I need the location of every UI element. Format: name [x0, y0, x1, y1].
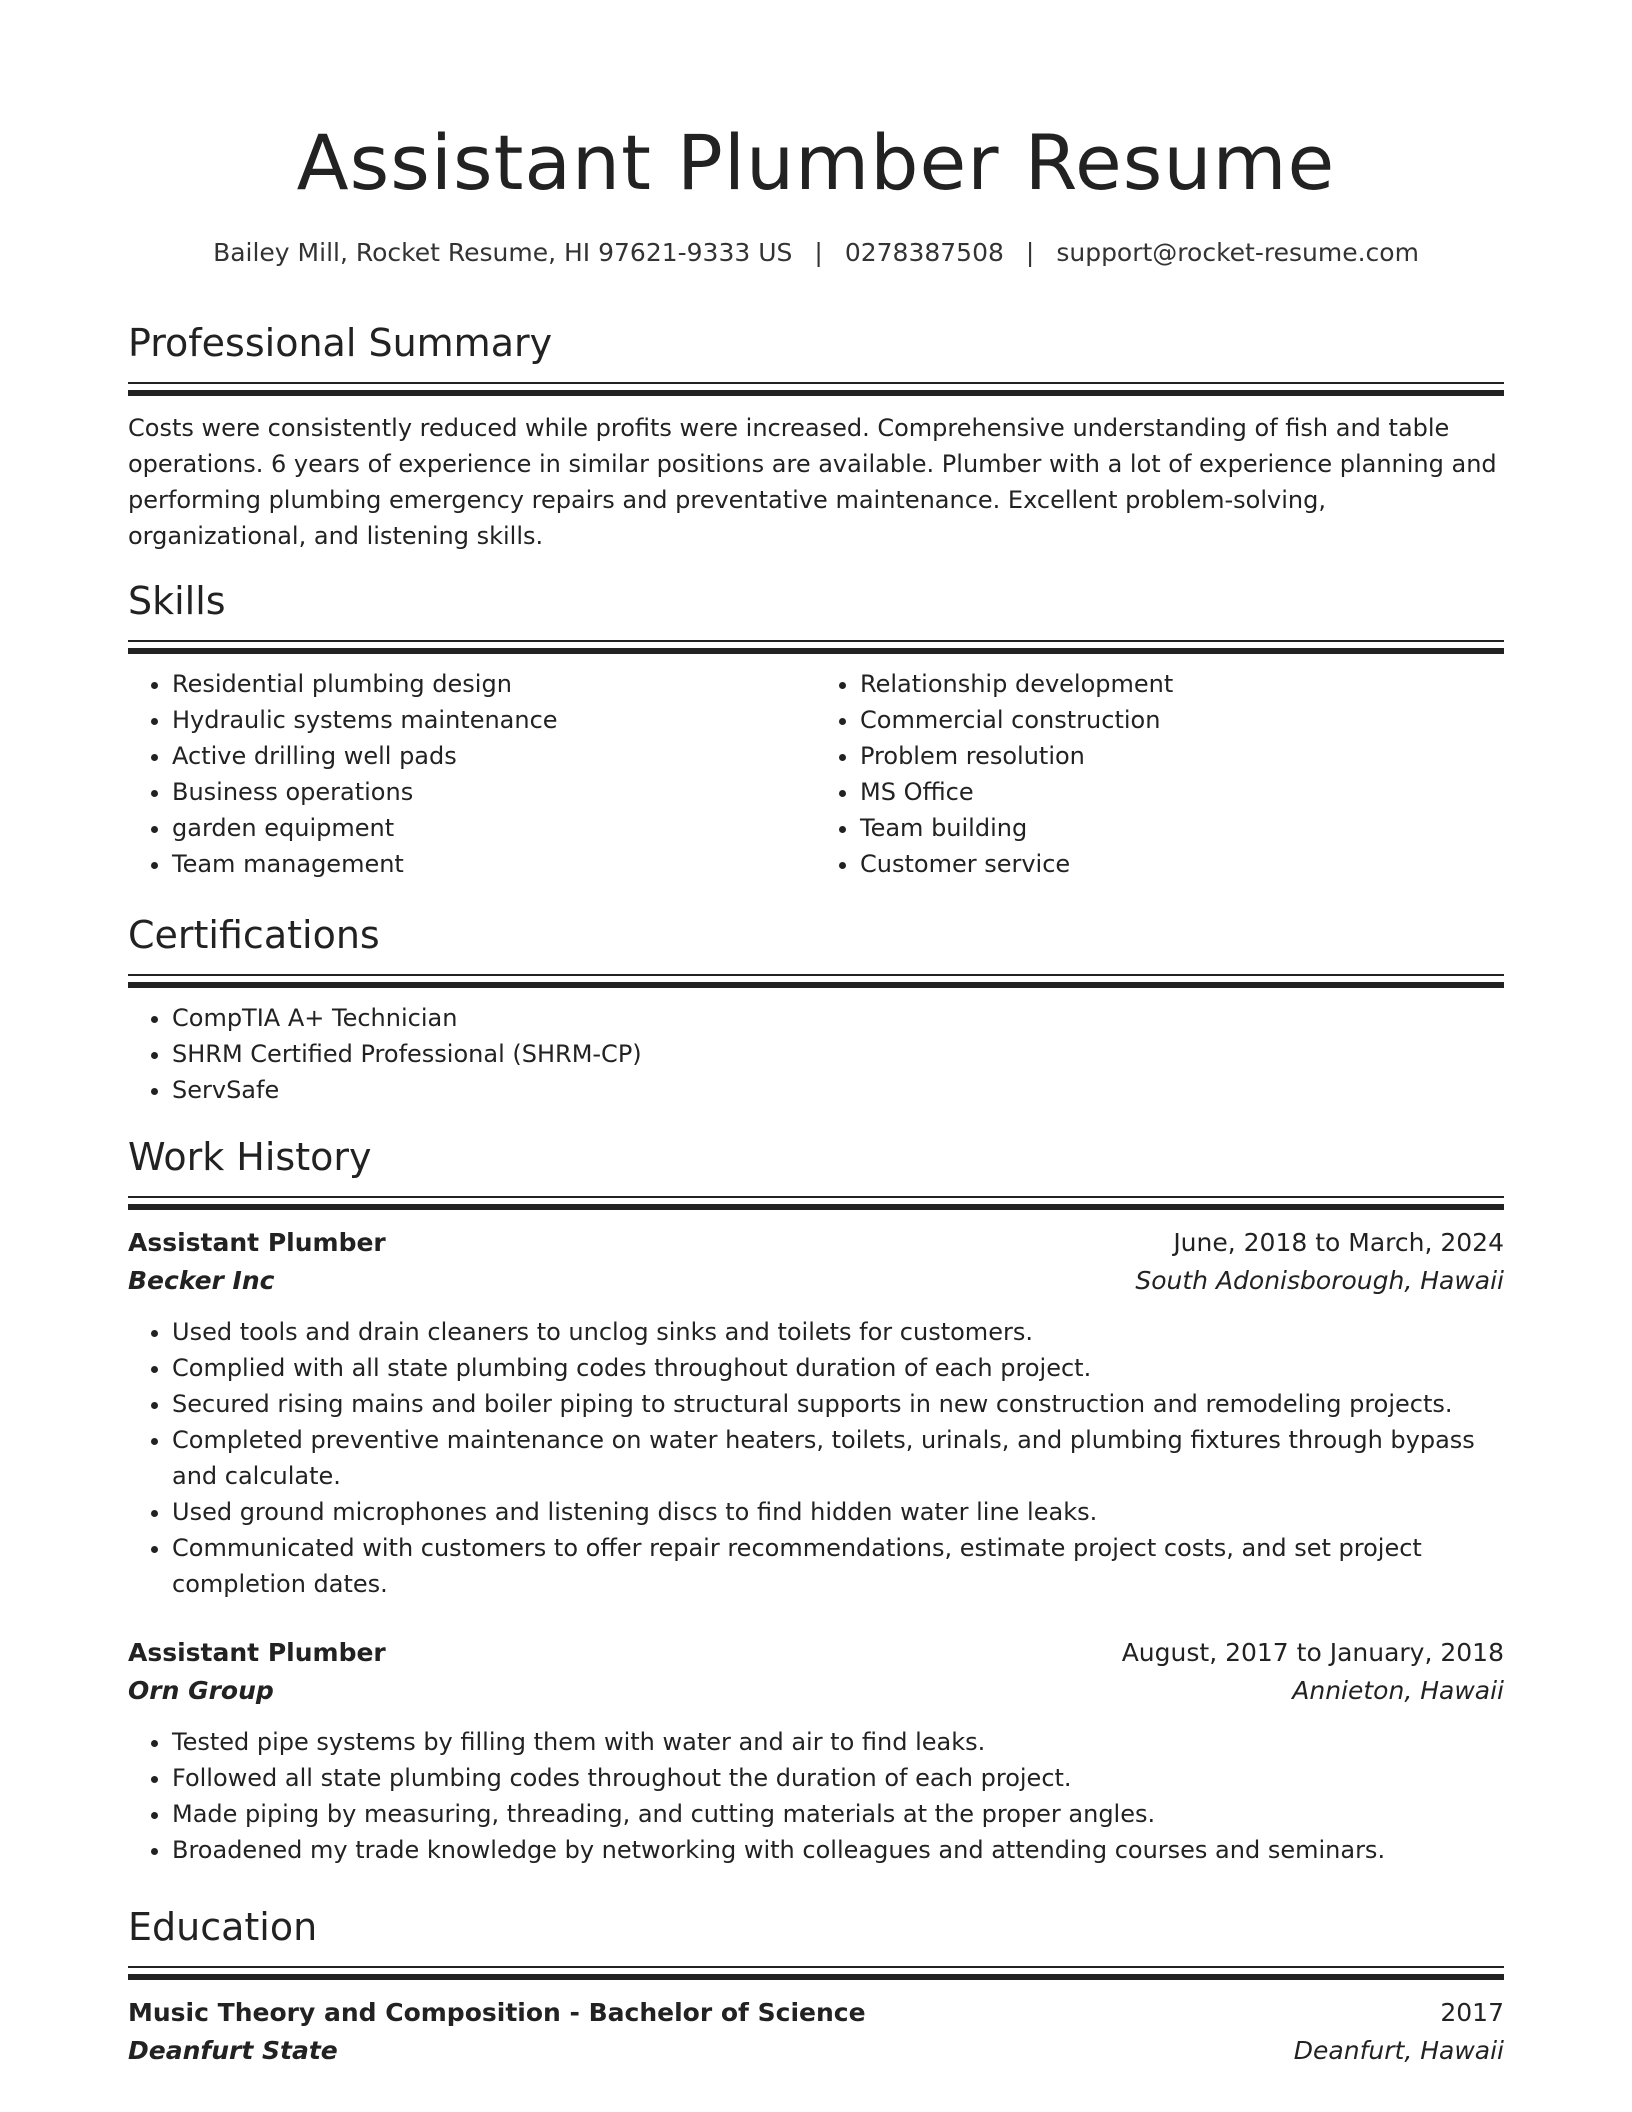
- skill-item: • Commercial construction: [860, 702, 1504, 738]
- skills-columns: [128, 654, 1504, 882]
- job-bullet: • Communicated with customers to offer repair recommendations, estimate project costs, and set project completion dates.: [172, 1530, 1504, 1602]
- section-divider: [128, 640, 1504, 654]
- job-header: [128, 1224, 1504, 1262]
- skills-heading: Skills: [128, 579, 226, 623]
- job-bullet: • Followed all state plumbing codes throughout the duration of each project.: [172, 1760, 1504, 1796]
- skill-item: • Team management: [172, 846, 816, 882]
- resume-title: Assistant Plumber Resume: [296, 118, 1336, 207]
- job-entry: [128, 1634, 1504, 1868]
- skills-list-right: [816, 666, 1504, 882]
- skills-list-left: [128, 666, 816, 882]
- job-subheader: [128, 1672, 1504, 1710]
- skill-item: • Residential plumbing design: [172, 666, 816, 702]
- job-dates: August, 2017 to January, 2018: [1121, 1638, 1504, 1667]
- job-dates: June, 2018 to March, 2024: [1173, 1228, 1504, 1257]
- job-bullet: • Made piping by measuring, threading, and cutting materials at the proper angles.: [172, 1796, 1504, 1832]
- job-bullet: • Completed preventive maintenance on water heaters, toilets, urinals, and plumbing fixtures through bypass and calculate.: [172, 1422, 1504, 1494]
- skills-section: [128, 576, 1504, 882]
- certification-item: • SHRM Certified Professional (SHRM-CP): [172, 1036, 1504, 1072]
- job-bullet: • Used ground microphones and listening discs to find hidden water line leaks.: [172, 1494, 1504, 1530]
- job-company: Orn Group: [128, 1676, 274, 1705]
- job-location: Annieton, Hawaii: [1292, 1676, 1504, 1705]
- job-entry: [128, 1224, 1504, 1602]
- job-title: Assistant Plumber: [128, 1638, 386, 1667]
- job-bullets: [128, 1724, 1504, 1868]
- education-degree: Music Theory and Composition - Bachelor of Science: [128, 1998, 866, 2027]
- work-heading: Work History: [128, 1135, 372, 1179]
- summary-section: [128, 318, 1504, 554]
- contact-line: [128, 238, 1504, 267]
- job-bullets: [128, 1314, 1504, 1602]
- certifications-list: [128, 1000, 1504, 1108]
- education-section: [128, 1902, 1504, 2070]
- summary-text: Costs were consistently reduced while profits were increased. Comprehensive understanding of fish and table operations. 6 years of experience in similar positions are available. Plumber with a lot of experience planning and performing plumbing emergency repairs and preventative maintenance. Excellent problem-solving, organizational, and listening skills.: [128, 414, 1497, 550]
- contact-separator: |: [814, 238, 823, 267]
- certification-item: • ServSafe: [172, 1072, 1504, 1108]
- contact-separator: |: [1025, 238, 1035, 267]
- job-header: [128, 1634, 1504, 1672]
- job-bullet: • Broadened my trade knowledge by networking with colleagues and attending courses and seminars.: [172, 1832, 1504, 1868]
- summary-heading: Professional Summary: [128, 321, 553, 365]
- job-bullet: • Secured rising mains and boiler piping to structural supports in new construction and remodeling projects.: [172, 1386, 1504, 1422]
- contact-phone: 0278387508: [844, 238, 1004, 267]
- education-location: Deanfurt, Hawaii: [1293, 2036, 1504, 2065]
- section-divider: [128, 974, 1504, 988]
- section-divider: [128, 382, 1504, 396]
- job-title: Assistant Plumber: [128, 1228, 386, 1257]
- education-school: Deanfurt State: [128, 2036, 338, 2065]
- education-heading: Education: [128, 1905, 318, 1949]
- certifications-section: [128, 910, 1504, 1108]
- contact-address: Bailey Mill, Rocket Resume, HI 97621-9333 US: [213, 238, 793, 267]
- job-location: South Adonisborough, Hawaii: [1135, 1266, 1504, 1295]
- education-entry: [128, 1994, 1504, 2070]
- section-divider: [128, 1966, 1504, 1980]
- certifications-heading: Certifications: [128, 913, 380, 957]
- job-subheader: [128, 1262, 1504, 1300]
- job-bullet: • Complied with all state plumbing codes throughout duration of each project.: [172, 1350, 1504, 1386]
- job-bullet: • Used tools and drain cleaners to unclog sinks and toilets for customers.: [172, 1314, 1504, 1350]
- skill-item: • Business operations: [172, 774, 816, 810]
- skill-item: • Problem resolution: [860, 738, 1504, 774]
- work-section: [128, 1132, 1504, 1868]
- job-bullet: • Tested pipe systems by filling them with water and air to find leaks.: [172, 1724, 1504, 1760]
- section-divider: [128, 1196, 1504, 1210]
- education-header: [128, 1994, 1504, 2032]
- skill-item: • MS Office: [860, 774, 1504, 810]
- education-subheader: [128, 2032, 1504, 2070]
- skill-item: • Active drilling well pads: [172, 738, 816, 774]
- skill-item: • Hydraulic systems maintenance: [172, 702, 816, 738]
- skill-item: • Customer service: [860, 846, 1504, 882]
- skill-item: • Team building: [860, 810, 1504, 846]
- skill-item: • garden equipment: [172, 810, 816, 846]
- education-year: 2017: [1440, 1998, 1504, 2027]
- job-company: Becker Inc: [128, 1266, 275, 1295]
- contact-email: support@rocket-resume.com: [1056, 238, 1419, 267]
- skill-item: • Relationship development: [860, 666, 1504, 702]
- certification-item: • CompTIA A+ Technician: [172, 1000, 1504, 1036]
